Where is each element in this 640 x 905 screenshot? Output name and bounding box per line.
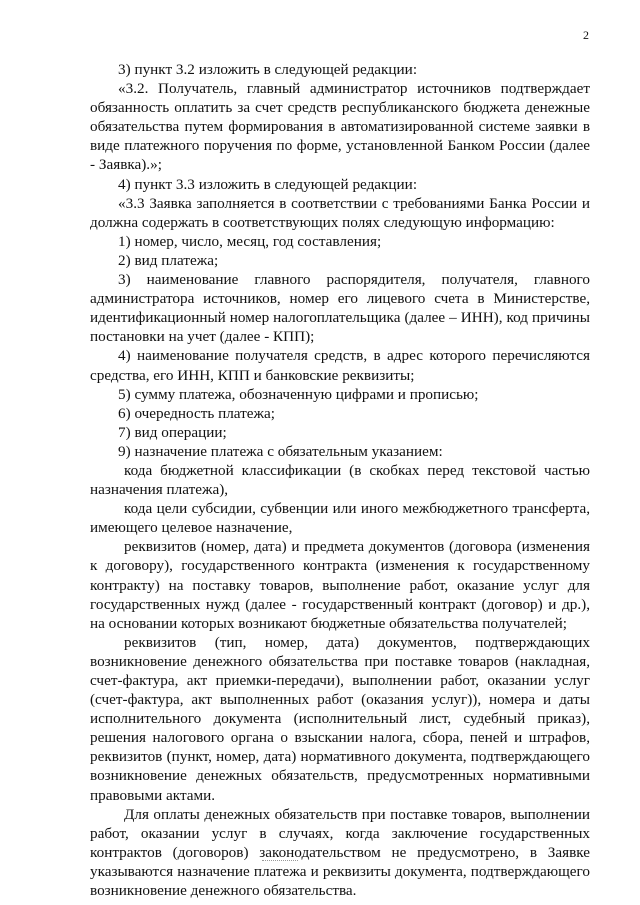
list-item-1: 1) номер, число, месяц, год составления;: [118, 232, 382, 250]
list-item-2: 2) вид платежа;: [118, 251, 219, 269]
list-item-4: 4) наименование получателя средств, в адрес которого перечисляются средства, его ИНН, КПП и банковские реквизиты;: [90, 347, 590, 384]
list-item-3: 3) наименование главного распорядителя, получателя, главного администратора источников, номер его лицевого счета в Министерстве, идентификационный номер налогоплательщика (далее – ИНН), код причины постановки на учет (далее - КПП);: [90, 271, 590, 346]
page-number: 2: [583, 28, 589, 42]
paragraph-clause-3-2: «3.2. Получатель, главный администратор источников подтверждает обязанность оплатить за счет средств республиканского бюджета денежные обязательства путем формирования в автоматизированной системе заявки в виде платежного поручения по форме, установленной Банком России (далее - Заявка).»;: [90, 80, 590, 174]
paragraph-item-4-heading: 4) пункт 3.3 изложить в следующей редакции:: [118, 175, 418, 193]
document-body: [90, 60, 590, 900]
list-item-5: 5) сумму платежа, обозначенную цифрами и прописью;: [118, 385, 479, 403]
subitem-contract-details: реквизитов (номер, дата) и предмета документов (договора (изменения к договору), государственного контракта (изменения к государственному контракту) на поставку товаров, выполнение работ, оказание услуг для государственных нужд (далее - государственный контракт (договор) и др.), на основании которых возникают бюджетные обязательства получателей;: [90, 538, 590, 632]
paragraph-payment-purpose: Для оплаты денежных обязательств при поставке товаров, выполнении работ, оказании услуг в случаях, когда заключение государственных контрактов (договоров) законодательством не предусмотрено, в Заявке указываются назначение платежа и реквизиты документа, подтверждающего возникновение денежного обязательства.: [90, 805, 590, 900]
scan-artifact: [262, 860, 298, 862]
subitem-obligation-documents: реквизитов (тип, номер, дата) документов, подтверждающих возникновение денежного обязательства при поставке товаров (накладная, счет-фактура, акт приемки-передачи), выполнении работ, оказании услуг (счет-фактура, акт выполненных работ (оказания услуг)), номера и даты исполнительного документа (исполнительный лист, судебный приказ), решения налогового органа о взыскании налога, сбора, пеней и штрафов, реквизитов (пункт, номер, дата) нормативного документа, подтверждающего возникновение денежных обязательств, предусмотренных нормативными правовыми актами.: [90, 633, 590, 804]
list-item-6: 6) очередность платежа;: [118, 404, 275, 422]
list-item-7: 7) вид операции;: [118, 423, 227, 441]
subitem-subsidy-code: кода цели субсидии, субвенции или иного межбюджетного трансферта, имеющего целевое назначение,: [90, 500, 590, 537]
list-item-9: 9) назначение платежа с обязательным указанием:: [118, 442, 443, 460]
paragraph-clause-3-3: «3.3 Заявка заполняется в соответствии с требованиями Банка России и должна содержать в соответствующих полях следующую информацию:: [90, 194, 590, 231]
paragraph-item-3-heading: 3) пункт 3.2 изложить в следующей редакции:: [118, 61, 418, 78]
subitem-budget-classification: кода бюджетной классификации (в скобках перед текстовой частью назначения платежа),: [90, 461, 590, 499]
